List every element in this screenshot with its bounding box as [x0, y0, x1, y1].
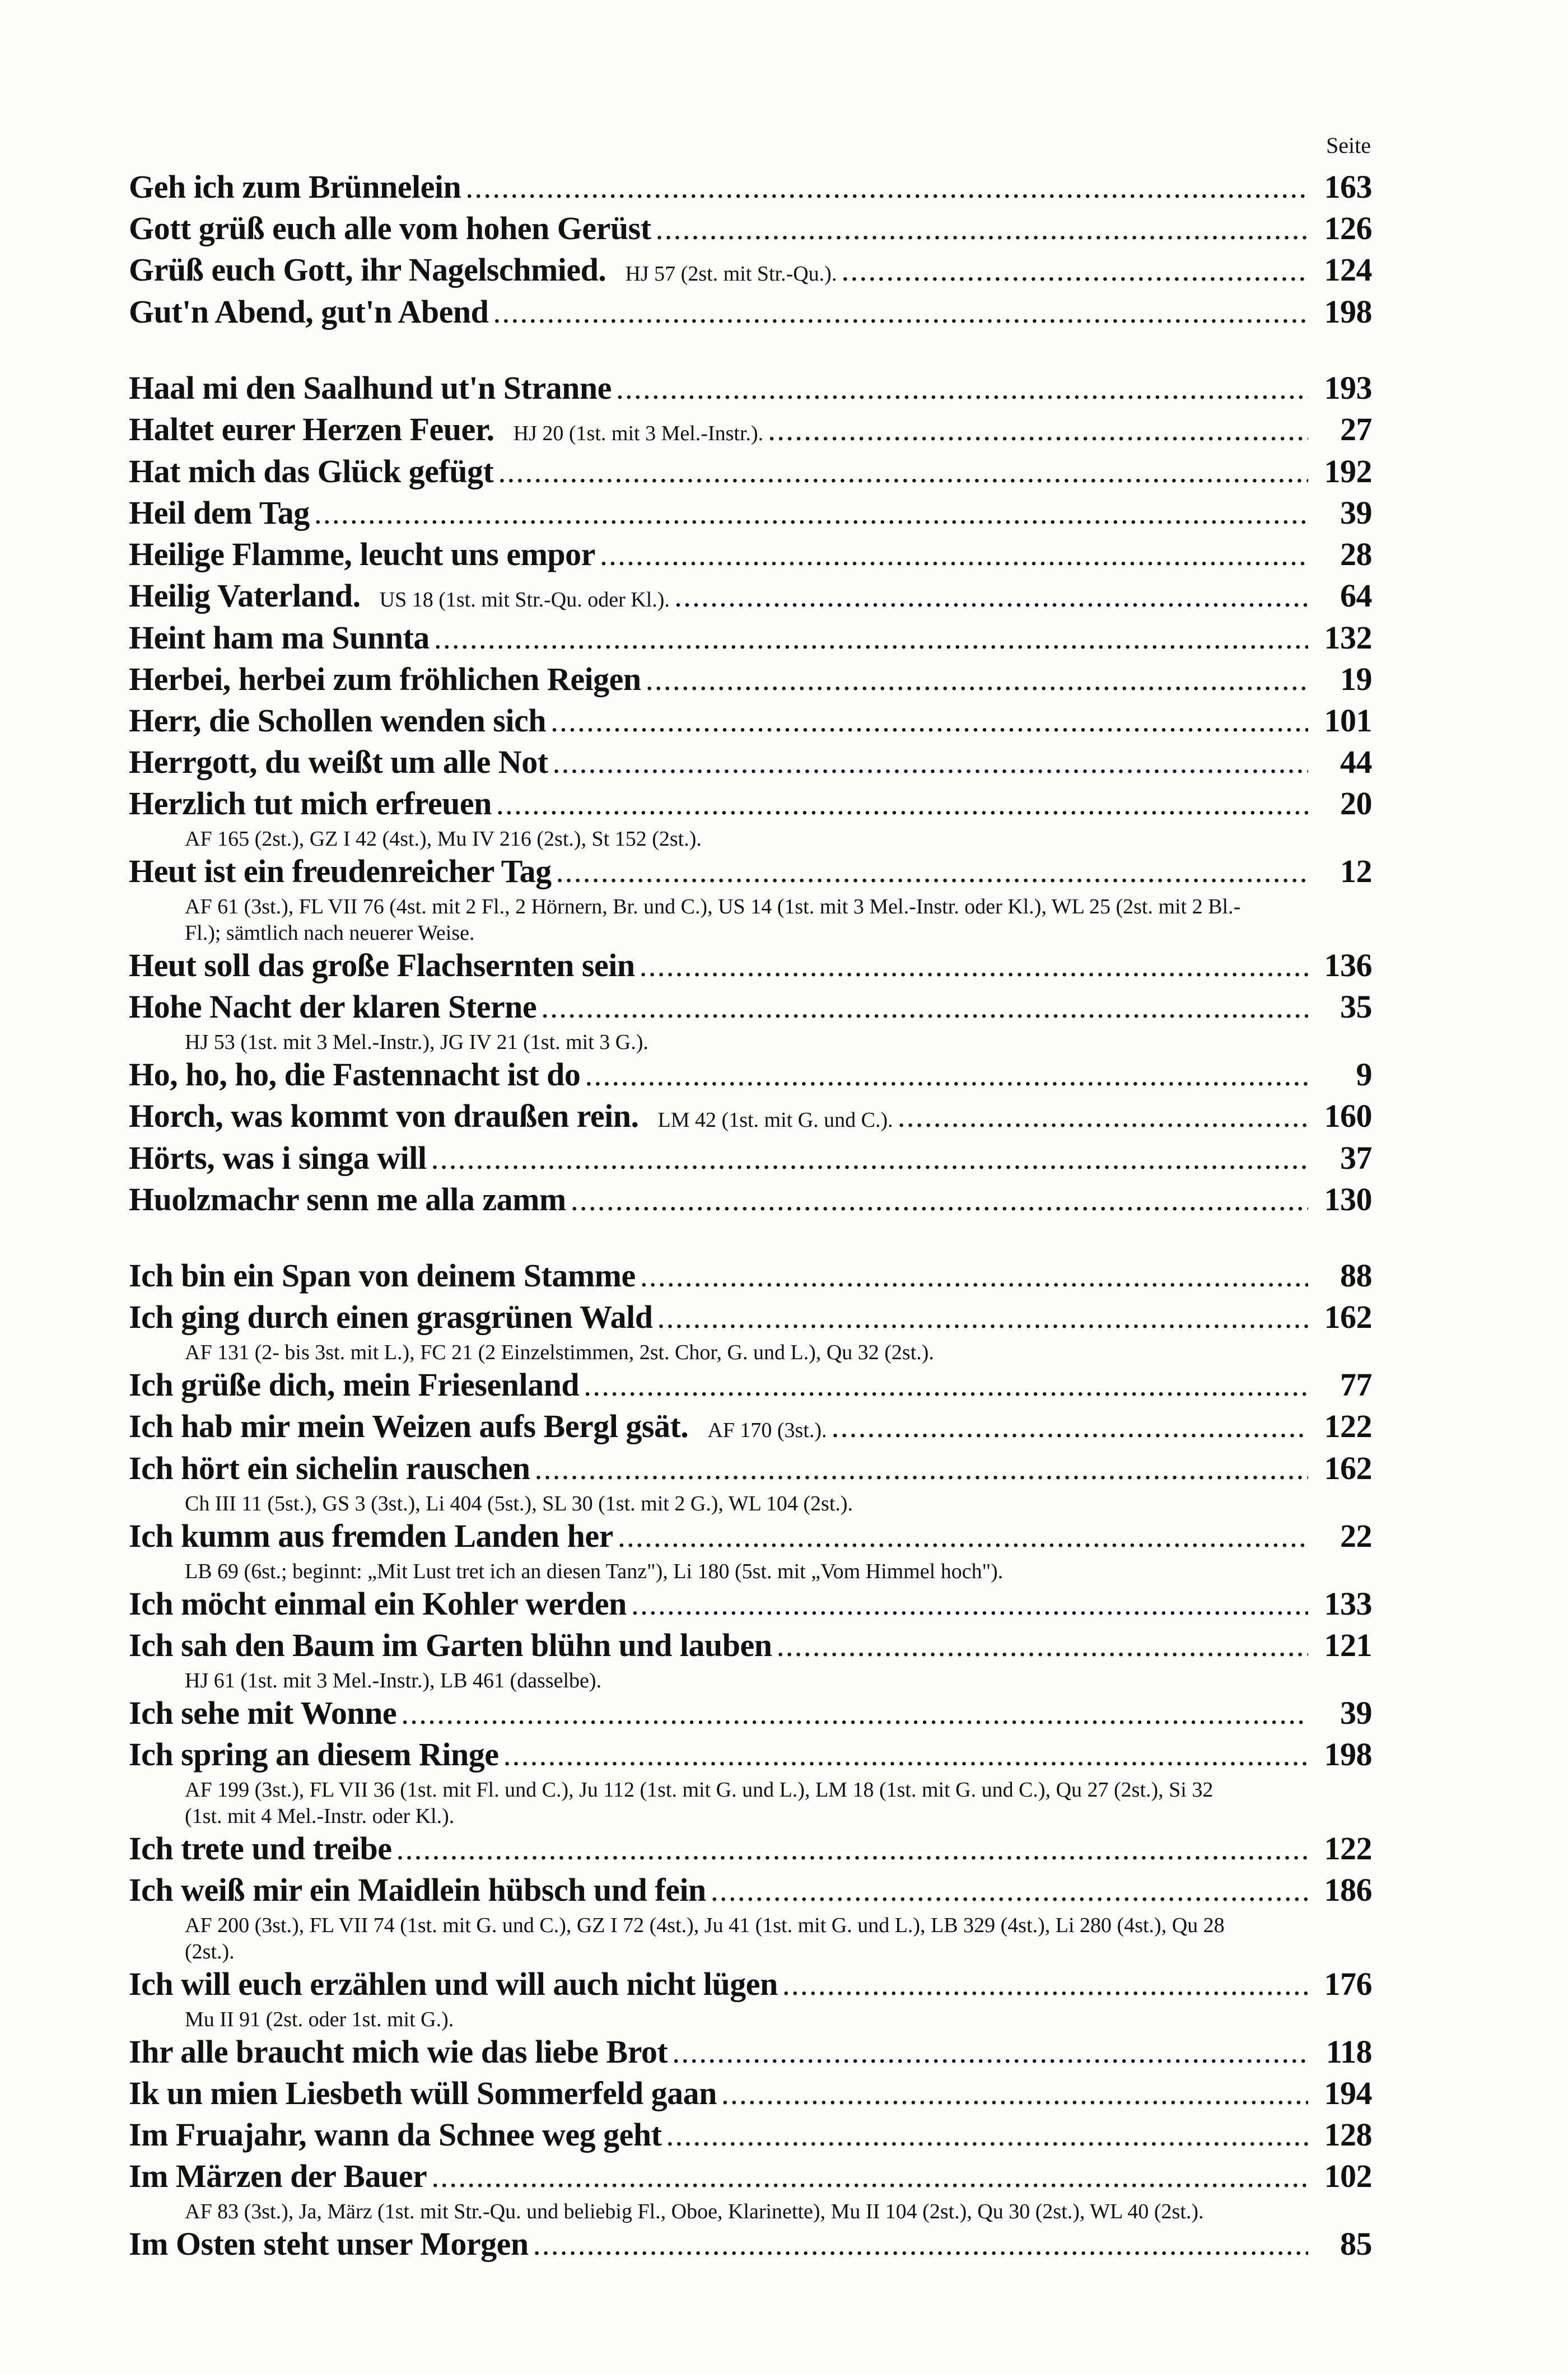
page-number: 101: [1324, 702, 1372, 739]
song-title: Hat mich das Glück gefügt: [129, 453, 494, 489]
index-entry: [129, 2074, 1372, 2116]
index-entry: [129, 1517, 1372, 1585]
index-entry: [129, 1449, 1372, 1517]
dot-leader: [542, 991, 1308, 1029]
source-notes: AF 61 (3st.), FL VII 76 (4st. mit 2 Fl., 2 Hörnern, Br. und C.), US 14 (1st. mit 3 Mel.-Instr. oder Kl.), WL 25 (2st. mit 2 Bl.-Fl.); sämtlich nach neuerer Weise.: [185, 895, 1241, 945]
page-number: 44: [1340, 744, 1372, 780]
index-entry: [129, 1871, 1372, 1965]
song-title: Haltet eurer Herzen Feuer.: [129, 411, 494, 447]
index-entry: [129, 293, 1372, 334]
song-title: Horch, was kommt von draußen rein.: [129, 1098, 639, 1134]
source-notes: AF 131 (2- bis 3st. mit L.), FC 21 (2 Einzelstimmen, 2st. Chor, G. und L.), Qu 32 (2st.).: [185, 1341, 934, 1364]
entry-line: [129, 702, 1372, 743]
entry-line: [129, 2116, 1372, 2157]
index-entry: [129, 577, 1372, 619]
index-entry: [129, 1694, 1372, 1736]
song-title: Herzlich tut mich erfreuen: [129, 785, 492, 822]
song-title: Huolzmachr senn me alla zamm: [129, 1181, 566, 1218]
dot-leader: [432, 2161, 1308, 2199]
dot-leader: [586, 1059, 1308, 1097]
source-note-inline: AF 170 (3st.).: [707, 1419, 827, 1442]
page-number: 19: [1340, 661, 1372, 697]
page-number: 186: [1324, 1872, 1372, 1908]
entry-line: [129, 1139, 1372, 1181]
entry-line: [129, 411, 1372, 453]
page-number: 20: [1340, 785, 1372, 822]
entry-line: [129, 988, 1372, 1029]
source-note-inline: US 18 (1st. mit Str.-Qu. oder Kl.).: [379, 588, 670, 612]
song-title: Hohe Nacht der klaren Sterne: [129, 988, 537, 1025]
dot-leader: [402, 1697, 1308, 1736]
dot-leader: [778, 1630, 1308, 1668]
page-number: 121: [1324, 1627, 1372, 1663]
song-title: Heut ist ein freudenreicher Tag: [129, 853, 552, 889]
dot-leader: [315, 497, 1308, 535]
entry-line: [129, 785, 1372, 826]
dot-leader: [572, 1184, 1308, 1222]
index-entry: [129, 1298, 1372, 1366]
page-number: 39: [1340, 1695, 1372, 1731]
page-number: 198: [1324, 1736, 1372, 1773]
dot-leader: [641, 1260, 1308, 1298]
index-entry: [129, 2225, 1372, 2266]
source-notes: Ch III 11 (5st.), GS 3 (3st.), Li 404 (5st.), SL 30 (1st. mit 2 G.), WL 104 (2st.).: [185, 1492, 853, 1515]
index-entry: [129, 2033, 1372, 2074]
dot-leader: [494, 296, 1308, 334]
page-number: 198: [1324, 293, 1372, 330]
source-notes: Mu II 91 (2st. oder 1st. mit G.).: [185, 2008, 454, 2031]
index-entry: [129, 453, 1372, 494]
index-entry: [129, 852, 1372, 946]
dot-leader: [647, 664, 1308, 702]
entry-line: [129, 946, 1372, 988]
index-entry: [129, 1366, 1372, 1407]
page-number: 39: [1340, 495, 1372, 531]
song-title: Heilig Vaterland.: [129, 577, 361, 614]
dot-leader: [658, 1302, 1308, 1340]
song-title: Ich möcht einmal ein Kohler werden: [129, 1585, 627, 1622]
page-number: 126: [1324, 210, 1372, 246]
index-entry: [129, 619, 1372, 660]
page-number: 64: [1340, 577, 1372, 614]
song-title: Ich weiß mir ein Maidlein hübsch und fein: [129, 1872, 706, 1908]
page-number: 37: [1340, 1140, 1372, 1176]
page-number: 22: [1340, 1518, 1372, 1554]
page-number: 88: [1340, 1257, 1372, 1294]
page-number: 28: [1340, 536, 1372, 572]
entry-line: [129, 577, 1372, 619]
dot-leader: [833, 1411, 1308, 1449]
entry-line: [129, 209, 1372, 251]
song-title: Gott grüß euch alle vom hohen Gerüst: [129, 210, 651, 246]
index-entry: [129, 535, 1372, 577]
entry-line: [129, 1830, 1372, 1871]
page-number: 35: [1340, 988, 1372, 1025]
song-title: Gut'n Abend, gut'n Abend: [129, 293, 489, 330]
source-note-inline: HJ 57 (2st. mit Str.-Qu.).: [625, 262, 837, 286]
index-group-i: [129, 1257, 1372, 2266]
index-entry: [129, 743, 1372, 785]
song-title: Ich ging durch einen grasgrünen Wald: [129, 1299, 653, 1335]
song-title: Ich trete und treibe: [129, 1830, 392, 1867]
dot-leader: [398, 1833, 1308, 1871]
source-notes: AF 83 (3st.), Ja, März (1st. mit Str.-Qu. und beliebig Fl., Oboe, Klarinette), Mu II 104 (2st.), Qu 30 (2st.), WL 40 (2st.).: [185, 2200, 1204, 2223]
index-entry: [129, 168, 1372, 209]
dot-leader: [534, 2228, 1308, 2266]
entry-line: [129, 535, 1372, 577]
dot-leader: [432, 1142, 1309, 1181]
entry-line: [129, 453, 1372, 494]
entry-line: [129, 660, 1372, 702]
dot-leader: [673, 2036, 1308, 2074]
song-title: Heut soll das große Flachsernten sein: [129, 947, 635, 983]
index-entry: [129, 2157, 1372, 2225]
index-entry: [129, 209, 1372, 251]
song-title: Ho, ho, ho, die Fastennacht ist do: [129, 1056, 581, 1093]
song-title: Ich kumm aus fremden Landen her: [129, 1518, 613, 1554]
index-entry: [129, 1407, 1372, 1449]
entry-line: [129, 293, 1372, 334]
index-entry: [129, 494, 1372, 535]
index-entry: [129, 660, 1372, 702]
entry-line: [129, 2225, 1372, 2266]
dot-leader: [769, 414, 1308, 452]
source-notes: AF 199 (3st.), FL VII 36 (1st. mit Fl. und C.), Ju 112 (1st. mit G. und L.), LM 18 (1st. mit G. und C.), Qu 27 (2st.), Si 32 (1st. mit 4 Mel.-Instr. oder Kl.).: [185, 1778, 1214, 1828]
index-entry: [129, 1736, 1372, 1830]
entry-line: [129, 494, 1372, 535]
page-number: 163: [1324, 169, 1372, 205]
dot-leader: [554, 747, 1308, 785]
dot-leader: [505, 1739, 1308, 1777]
page-number: 12: [1340, 853, 1372, 889]
index-entry: [129, 251, 1372, 293]
dot-leader: [466, 171, 1308, 209]
page-number: 118: [1326, 2033, 1372, 2070]
dot-leader: [585, 1369, 1308, 1407]
song-title: Ich hört ein sichelin rauschen: [129, 1450, 530, 1486]
page-number: 9: [1356, 1056, 1372, 1093]
entry-line: [129, 743, 1372, 785]
song-title: Ich bin ein Span von deinem Stamme: [129, 1257, 636, 1294]
entry-line: [129, 2157, 1372, 2199]
entry-line: [129, 619, 1372, 660]
page-number: 162: [1324, 1450, 1372, 1486]
page-number: 27: [1340, 411, 1372, 447]
entry-line: [129, 2033, 1372, 2074]
index-entry: [129, 1056, 1372, 1097]
index-group-g: [129, 168, 1372, 334]
entry-line: [129, 1965, 1372, 2007]
index-entry: [129, 1181, 1372, 1222]
entry-line: [129, 1407, 1372, 1449]
entry-line: [129, 1736, 1372, 1777]
page-number: 160: [1324, 1098, 1372, 1134]
entry-line: [129, 1257, 1372, 1298]
dot-leader: [557, 856, 1308, 894]
dot-leader: [842, 254, 1308, 292]
song-title: Ik un mien Liesbeth wüll Sommerfeld gaan: [129, 2075, 717, 2111]
index-entry: [129, 946, 1372, 988]
index-entry: [129, 1139, 1372, 1181]
song-title: Ich sah den Baum im Garten blühn und lauben: [129, 1627, 772, 1663]
dot-leader: [675, 580, 1308, 618]
dot-leader: [536, 1453, 1309, 1491]
source-note-inline: LM 42 (1st. mit G. und C.).: [657, 1108, 893, 1132]
index-entry: [129, 702, 1372, 743]
song-title: Herrgott, du weißt um alle Not: [129, 744, 548, 780]
index-entry: [129, 411, 1372, 453]
entry-line: [129, 1181, 1372, 1222]
page-number: 130: [1324, 1181, 1372, 1218]
dot-leader: [497, 788, 1308, 826]
song-title: Ich grüße dich, mein Friesenland: [129, 1366, 580, 1403]
index-entry: [129, 988, 1372, 1056]
song-title: Ich sehe mit Wonne: [129, 1695, 397, 1731]
entry-line: [129, 1517, 1372, 1559]
page-number: 128: [1324, 2116, 1372, 2153]
song-title: Ich will euch erzählen und will auch nicht lügen: [129, 1966, 778, 2002]
index-group-h: [129, 369, 1372, 1222]
entry-line: [129, 1366, 1372, 1407]
page-number: 176: [1324, 1966, 1372, 2002]
page-column-header: Seite: [1326, 133, 1371, 158]
dot-leader: [435, 622, 1308, 660]
index-entry: [129, 785, 1372, 852]
page-number: 193: [1324, 370, 1372, 406]
page-number: 162: [1324, 1299, 1372, 1335]
dot-leader: [601, 539, 1308, 577]
page-number: 132: [1324, 619, 1372, 656]
entry-line: [129, 1056, 1372, 1097]
song-title: Ihr alle braucht mich wie das liebe Brot: [129, 2033, 668, 2070]
source-notes: AF 165 (2st.), GZ I 42 (4st.), Mu IV 216 (2st.), St 152 (2st.).: [185, 827, 702, 851]
index-entry: [129, 1626, 1372, 1694]
index-entry: [129, 1830, 1372, 1871]
page-number: 194: [1324, 2075, 1372, 2111]
index-entry: [129, 1965, 1372, 2033]
page-number: 102: [1324, 2158, 1372, 2194]
song-title: Heil dem Tag: [129, 495, 310, 531]
entry-line: [129, 852, 1372, 894]
dot-leader: [667, 2119, 1308, 2157]
song-title: Im Osten steht unser Morgen: [129, 2226, 529, 2262]
entry-line: [129, 1585, 1372, 1626]
page-number: 133: [1324, 1585, 1372, 1622]
index-entry: [129, 1097, 1372, 1139]
entry-line: [129, 1871, 1372, 1913]
entry-line: [129, 251, 1372, 293]
entry-line: [129, 1694, 1372, 1736]
song-title: Haal mi den Saalhund ut'n Stranne: [129, 370, 612, 406]
page-number: 136: [1324, 947, 1372, 983]
song-title: Herr, die Schollen wenden sich: [129, 702, 546, 739]
dot-leader: [783, 1969, 1308, 2007]
song-title: Heint ham ma Sunnta: [129, 619, 430, 656]
page-number: 122: [1324, 1408, 1372, 1444]
dot-leader: [657, 213, 1308, 251]
song-title: Ich hab mir mein Weizen aufs Bergl gsät.: [129, 1408, 689, 1444]
song-title: Geh ich zum Brünnelein: [129, 169, 461, 205]
entry-line: [129, 2074, 1372, 2116]
entry-line: [129, 1626, 1372, 1668]
dot-leader: [617, 372, 1308, 411]
page-number: 77: [1340, 1366, 1372, 1403]
song-title: Im Fruajahr, wann da Schnee weg geht: [129, 2116, 662, 2153]
entry-line: [129, 1449, 1372, 1491]
page-number: 192: [1324, 453, 1372, 489]
dot-leader: [641, 950, 1308, 988]
index-entry: [129, 369, 1372, 411]
entry-line: [129, 168, 1372, 209]
dot-leader: [632, 1588, 1308, 1626]
song-title: Heilige Flamme, leucht uns empor: [129, 536, 595, 572]
song-title: Ich spring an diesem Ringe: [129, 1736, 499, 1773]
song-title: Im Märzen der Bauer: [129, 2158, 427, 2194]
source-notes: HJ 61 (1st. mit 3 Mel.-Instr.), LB 461 (dasselbe).: [185, 1669, 602, 1692]
dot-leader: [619, 1521, 1308, 1559]
index-entry: [129, 1585, 1372, 1626]
entry-line: [129, 1298, 1372, 1340]
dot-leader: [552, 705, 1308, 743]
entry-line: [129, 1097, 1372, 1139]
song-title: Hörts, was i singa will: [129, 1140, 427, 1176]
page-number: 85: [1340, 2226, 1372, 2262]
index-entry: [129, 1257, 1372, 1298]
dot-leader: [712, 1874, 1308, 1913]
song-title: Grüß euch Gott, ihr Nagelschmied.: [129, 251, 606, 288]
dot-leader: [499, 456, 1308, 494]
page-number: 124: [1324, 251, 1372, 288]
source-notes: LB 69 (6st.; beginnt: „Mit Lust tret ich an diesen Tanz"), Li 180 (5st. mit „Vom Himmel hoch").: [185, 1560, 1004, 1583]
song-index: [129, 168, 1372, 2301]
source-notes: AF 200 (3st.), FL VII 74 (1st. mit G. und C.), GZ I 72 (4st.), Ju 41 (1st. mit G. und L.), LB 329 (4st.), Li 280 (4st.), Qu 28 (2st.).: [185, 1914, 1225, 1963]
source-notes: HJ 53 (1st. mit 3 Mel.-Instr.), JG IV 21 (1st. mit 3 G.).: [185, 1030, 648, 1054]
song-title: Herbei, herbei zum fröhlichen Reigen: [129, 661, 641, 697]
dot-leader: [722, 2078, 1308, 2116]
dot-leader: [899, 1100, 1308, 1139]
page-number: 122: [1324, 1830, 1372, 1867]
source-note-inline: HJ 20 (1st. mit 3 Mel.-Instr.).: [513, 422, 764, 445]
entry-line: [129, 369, 1372, 411]
index-entry: [129, 2116, 1372, 2157]
